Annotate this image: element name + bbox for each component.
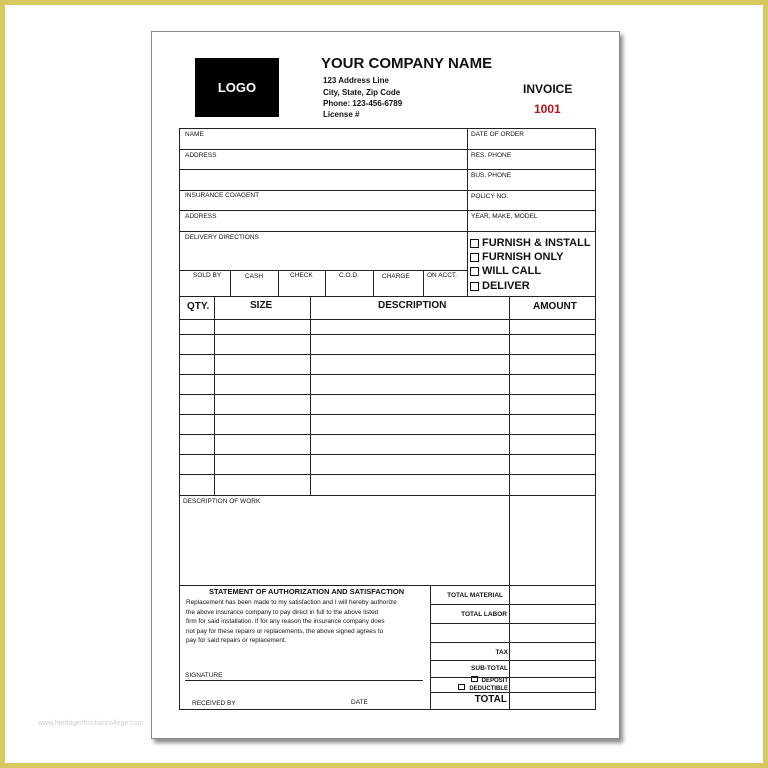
policy-label: POLICY NO. (471, 193, 509, 200)
will-call-option[interactable]: WILL CALL (470, 265, 541, 277)
cod-label: C.O.D. (339, 272, 359, 279)
res-phone-label: RES. PHONE (471, 152, 512, 159)
furnish-install-option[interactable]: FURNISH & INSTALL (470, 237, 591, 249)
invoice-title: INVOICE (523, 82, 573, 96)
address-line: 123 Address Line (323, 76, 389, 85)
statement-title: STATEMENT OF AUTHORIZATION AND SATISFACTION (209, 587, 405, 596)
on-acct-label: ON ACCT. (427, 272, 457, 279)
watermark: www.heritagechristiancollege.com (38, 720, 144, 727)
logo-box: LOGO (195, 58, 279, 117)
size-header: SIZE (250, 300, 273, 311)
delivery-label: DELIVERY DIRECTIONS (185, 234, 259, 241)
charge-label: CHARGE (382, 273, 410, 280)
vehicle-label: YEAR, MAKE, MODEL (471, 213, 538, 220)
description-header: DESCRIPTION (378, 300, 447, 311)
phone-line: Phone: 123-456-6789 (323, 99, 403, 108)
sold-by-label: SOLD BY (193, 272, 222, 279)
license-line: License # (323, 110, 360, 119)
invoice-number: 1001 (534, 102, 561, 116)
checkbox-icon[interactable] (470, 267, 479, 276)
checkbox-icon[interactable] (458, 684, 465, 690)
date-label: DATE (351, 699, 368, 706)
bus-phone-label: BUS. PHONE (471, 172, 512, 179)
total-material-label: TOTAL MATERIAL (447, 592, 503, 599)
deposit-option[interactable]: DEPOSIT (432, 676, 508, 684)
invoice-form (151, 31, 620, 739)
company-name: YOUR COMPANY NAME (321, 55, 493, 72)
amount-header: AMOUNT (533, 301, 577, 312)
subtotal-label: SUB-TOTAL (471, 665, 508, 672)
tax-label: TAX (495, 649, 508, 656)
name-label: NAME (185, 131, 204, 138)
insurance-label: INSURANCE CO/AGENT (185, 192, 260, 199)
signature-label: SIGNATURE (185, 672, 223, 679)
furnish-only-option[interactable]: FURNISH ONLY (470, 251, 564, 263)
received-by-label: RECEIVED BY (192, 700, 236, 707)
qty-header: QTY. (187, 301, 210, 312)
total-label: TOTAL (474, 694, 507, 705)
description-of-work-label: DESCRIPTION OF WORK (183, 498, 261, 505)
address-label: ADDRESS (185, 152, 217, 159)
checkbox-icon[interactable] (470, 253, 479, 262)
checkbox-icon[interactable] (470, 282, 479, 291)
statement-text: Replacement has been made to my satisfaction and I will hereby authorize the above insurance company to pay direct in full to the above listed firm for said installation. If for any reason the insurance company does not pay for these repairs or replacements, the above signed agrees to pay for said repairs or replacement. (186, 599, 397, 644)
cash-label: CASH (245, 273, 264, 280)
check-label: CHECK (290, 272, 313, 279)
date-of-order-label: DATE OF ORDER (471, 131, 524, 138)
total-labor-label: TOTAL LABOR (461, 611, 507, 618)
checkbox-icon[interactable] (471, 676, 478, 682)
deliver-option[interactable]: DELIVER (470, 280, 530, 292)
deductible-option[interactable]: DEDUCTIBLE (432, 684, 508, 692)
city-line: City, State, Zip Code (323, 88, 401, 97)
checkbox-icon[interactable] (470, 239, 479, 248)
address2-label: ADDRESS (185, 213, 217, 220)
